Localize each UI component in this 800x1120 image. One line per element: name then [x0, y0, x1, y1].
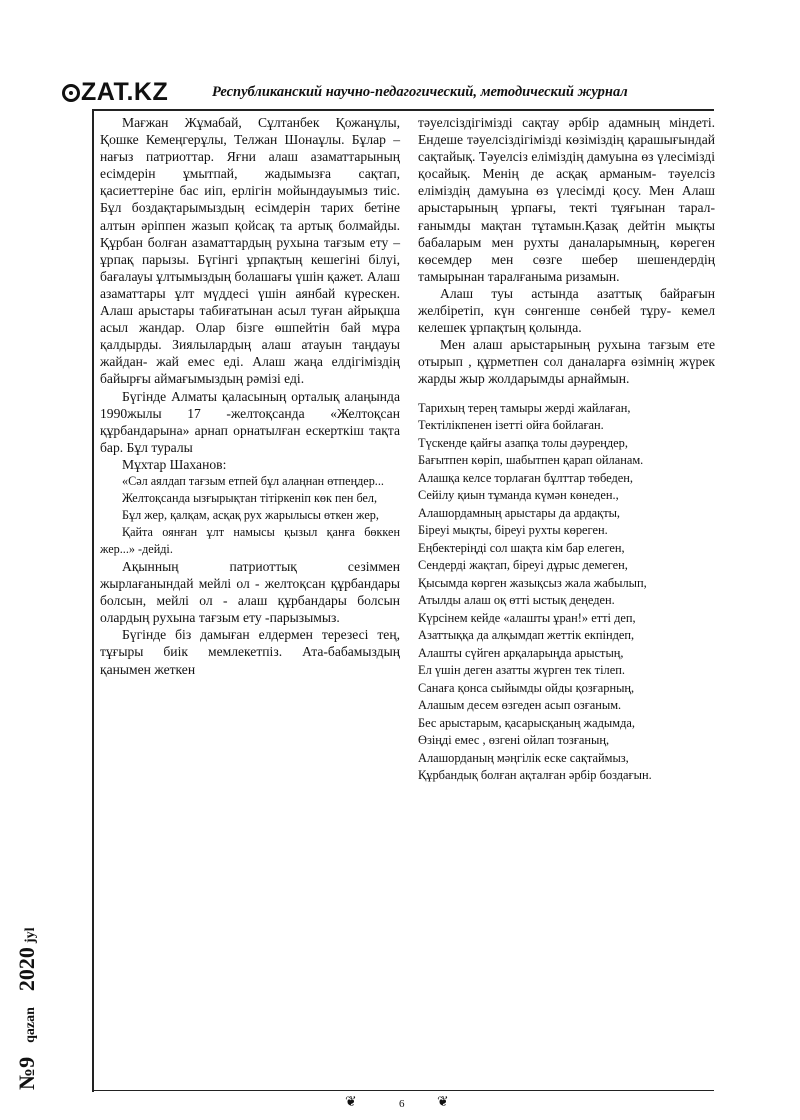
issue-label — [14, 928, 40, 1090]
poem-line: Бағытпен көріп, шабытпен қарап ойланам. — [418, 453, 644, 467]
poem-line: Алашым десем өзгеден асып озғаным. — [418, 698, 622, 712]
poem-line: Алашқа келсе торлаған бұлттар төбеден, — [418, 470, 633, 485]
poem-line: Ел үшін деген азатты жүрген тек тілеп. — [418, 663, 625, 677]
poem-line: Тарихың терең тамыры жерді жайлаған, — [418, 400, 631, 415]
poem — [418, 400, 715, 785]
poem-line: Күрсінем кейде «алашты ұран!» етті деп, — [418, 610, 636, 625]
page-footer — [345, 1094, 465, 1114]
quote-line: Қайта оянған ұлт намысы қызыл қанға бөккен жер...» -дейді. — [100, 524, 400, 556]
poem-line: Санаға қонса сыйымды ойды қозғарның, — [418, 680, 635, 695]
paragraph: тәуелсіздігімізді сақтау әрбір адамның міндеті. Ендеше тәуелсіздігімізді көзіміздің қарашығындай сақтайық. Тәуелсіз еліміздің дамуына өз үлесімізді қосайық. Менің де асқақ арманым- тәуелсіз еліміздің дамуына өз үлесімді қосу. Мен Алаш арыстарының ұрпағы, текті тұяғынан таралғанымды мақтан тұтамын.Қазақ дейтін мықты бабаларым мен рухты даналарымның, көреген көсемдер мен сөзге шебер шешендердің тамырынан таралғаныма ризамын. — [418, 115, 715, 284]
poem-line: Біреуі мықты, біреуі рухты көреген. — [418, 523, 608, 537]
poem-line: Қысымда көрген жазықсыз жала жабылып, — [418, 575, 647, 590]
poem-line: Атылды алаш оқ өтті ыстық деңеден. — [418, 593, 615, 607]
left-rule — [92, 109, 94, 1092]
poem-line: Алашордамның арыстары да ардақты, — [418, 505, 621, 520]
paragraph: Бүгінде Алматы қаласының орталық алаңында 1990жылы 17 -желтоқсанда «Желтоқсан құрбандарына» арнап орнатылған ескерткіш тақта бар. Бұл туралы — [100, 388, 400, 455]
quote-line: «Сәл аялдап тағзым етпей бұл алаңнан өтпеңдер... — [122, 473, 384, 488]
paragraph: Алаш туы астында азаттық байрағын желбіретіп, күн сөнгенше сөнбей тұру- кемел келешек ұрпақтың қолында. — [418, 285, 715, 336]
paragraph: Мұхтар Шаханов: — [122, 456, 227, 472]
poem-line: Бес арыстарым, қасарысқаның жадымда, — [418, 715, 635, 730]
left-column — [100, 114, 400, 678]
logo-circle-icon — [62, 84, 80, 102]
poem-line: Азаттыққа да алқымдап жеттік екпіндеп, — [418, 628, 635, 642]
poem-line: Құрбандық болған ақталған әрбір боздағын. — [418, 768, 652, 782]
paragraph: Ақынның патриоттық сезіммен жырлағанындай мейлі ол - желтоқсан құрбандары болсын, мейлі ол - алаш құрбандары болсын олардың рухына тағзым ету -парызымыз. — [100, 558, 400, 626]
poem-line: Тектілікпенен ізетті ойға бойлаған. — [418, 418, 604, 432]
issue-number: №9 — [14, 1056, 39, 1090]
header-rule — [92, 109, 714, 111]
journal-logo — [62, 78, 168, 107]
issue-year-suffix: jyl — [23, 927, 38, 944]
ornament-left-icon: ❦ — [345, 1095, 357, 1110]
right-column — [418, 114, 715, 785]
poem-line: Алашорданың мәңгілік еске сақтаймыз, — [418, 750, 629, 765]
paragraph: Мен алаш арыстарының рухына тағзым ете отырып , құрметпен сол даналарға өзімнің жүрек жарды жыр жолдарымды арнаймын. — [418, 337, 715, 387]
issue-month: qazan — [23, 1007, 38, 1043]
quote-line: Желтоқсанда ызғырықтан тітіркеніп көк пен бел, — [122, 490, 378, 505]
page-number: 6 — [399, 1098, 405, 1110]
paragraph: Бүгінде біз дамыған елдермен терезесі тең, тұғыры биік мемлекетпіз. Ата-бабамыздың қанымен жеткен — [100, 627, 400, 677]
poem-line: Түскенде қайғы азапқа толы дәуреңдер, — [418, 435, 628, 450]
footer-rule — [92, 1090, 714, 1091]
logo-text: ZAT.KZ — [81, 78, 169, 106]
poem-line: Сейілу қиын тұманда күмән көнеден., — [418, 488, 619, 502]
issue-year: 2020 — [14, 947, 39, 992]
poem-line: Өзіңді емес , өзгені ойлап тозғаның, — [418, 733, 610, 747]
page-header — [62, 78, 722, 108]
paragraph: Мағжан Жұмабай, Сұлтанбек Қожанұлы, Қошке Кемеңгерұлы, Телжан Шонаұлы. Бұлар – нағыз патриоттар. Яғни алаш азаматтарының есімдерін ұмытпай, жадымызға сақтап, қасиеттеріне бас иіп, ерлігін мойындауымыз тиіс. Бұл боздақтарымыздың есімдерін тарих бетіне алтын әріппен жазып қойсақ та артық болмайды. Құрбан болған азаматтардың рухына тағзым ету – ұрпақ парызы. Бүгінгі ұрпақтың кешегіні білуі, бағалауы ұлтымыздың болашағы үшін қажет. Алаш азаматтары ұлт мүддесі үшін аянбай күрескен. Алаш арыстары табиғатынан асыл туған айрықша асыл жандар. Олар бізге өшпейтін бай мұра қалдырды. Зиялылардың алаш атауын таңдауы жайдан- жай емес еді. Алаш жаңа елдігіміздің байырғы аймағымыздың рәмізі еді. — [100, 115, 400, 387]
ornament-right-icon: ❦ — [437, 1095, 449, 1110]
journal-subtitle: Республиканский научно-педагогический, методический журнал — [212, 84, 628, 100]
poem-line: Сендерді жақтап, біреуі дұрыс демеген, — [418, 558, 628, 572]
poem-line: Алашты сүйген арқаларыңда арыстың, — [418, 645, 624, 660]
quote-line: Бұл жер, қалқам, асқақ рух жарылысы өткен жер, — [122, 507, 379, 522]
poem-line: Еңбектеріңді сол шақта кім бар елеген, — [418, 540, 625, 555]
